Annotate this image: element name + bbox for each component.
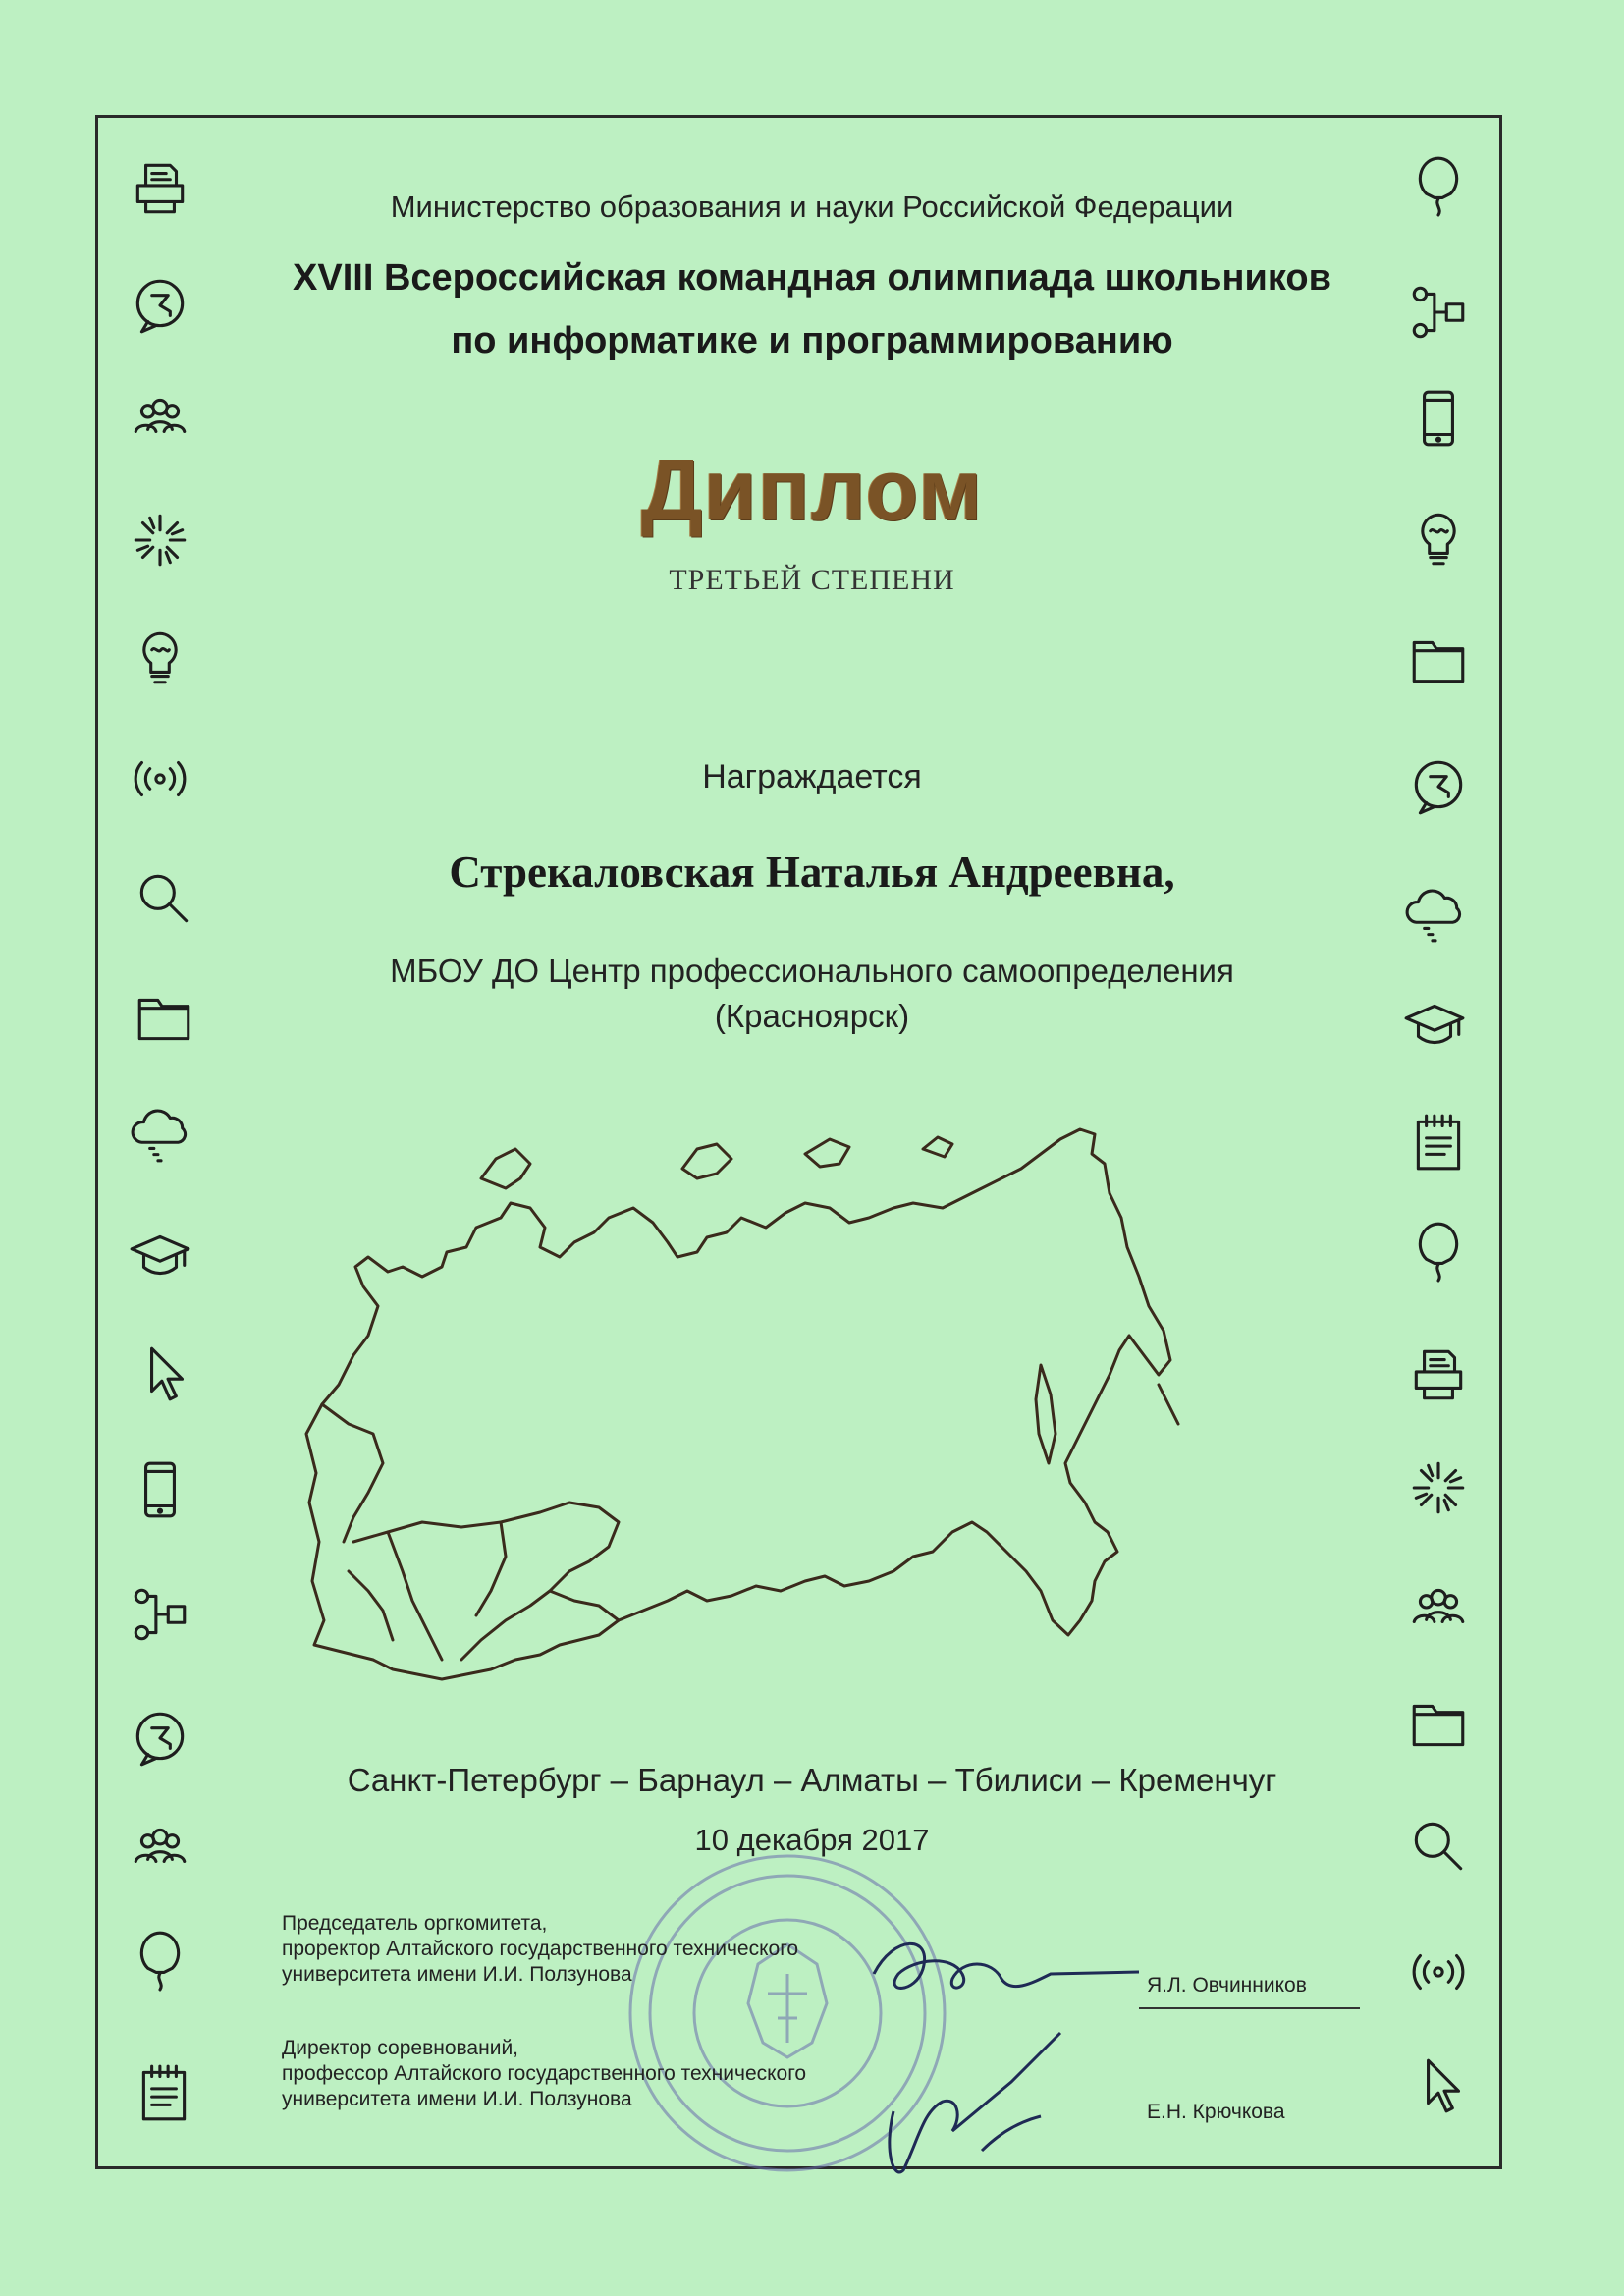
network-icon — [128, 1582, 192, 1647]
folder-icon — [1406, 1692, 1471, 1757]
signature-role-2-line2: профессор Алтайского государственного технического — [282, 2062, 807, 2085]
recipient-name: Стрекаловская Наталья Андреевна, — [449, 847, 1175, 897]
signature-role-2-line1: Директор соревнований, — [282, 2037, 519, 2059]
cloud-icon — [128, 1102, 192, 1167]
event-date: 10 декабря 2017 — [694, 1823, 930, 1857]
phone-icon — [128, 1457, 192, 1522]
folder-icon — [1406, 629, 1471, 693]
diploma-title: Диплом — [640, 441, 984, 538]
balloon-icon — [1406, 1218, 1471, 1283]
signatory-name-1: Я.Л. Овчинников — [1147, 1974, 1307, 1996]
signature-role-1 — [282, 1911, 798, 1988]
signature-role-1-line3: университета имени И.И. Ползунова — [282, 1963, 632, 1986]
organization-line2: (Красноярск) — [714, 998, 910, 1034]
cursor-icon — [134, 1340, 198, 1405]
graduation-cap-icon — [128, 1223, 192, 1287]
signature-role-1-line1: Председатель оргкомитета, — [282, 1912, 548, 1935]
signature-role-1-line2: проректор Алтайского государственного технического — [282, 1938, 799, 1960]
signatory-name-2: Е.Н. Крючкова — [1147, 2101, 1285, 2123]
ministry-heading: Министерство образования и науки Российской Федерации — [390, 190, 1234, 224]
broadcast-icon — [1406, 1940, 1471, 2004]
olympiad-title-line1: XVIII Всероссийская командная олимпиада школьников — [293, 257, 1331, 299]
organization-line1: МБОУ ДО Центр профессионального самоопределения — [390, 953, 1234, 989]
printer-icon — [1406, 1341, 1471, 1406]
notepad-icon — [132, 2060, 196, 2125]
olympiad-title-line2: по информатике и программированию — [451, 320, 1173, 361]
signature-role-2 — [282, 2036, 806, 2112]
balloon-icon — [128, 1927, 192, 1992]
group-icon — [1406, 1575, 1471, 1640]
lightbulb-icon — [128, 626, 192, 690]
handwritten-signature-2 — [864, 2023, 1090, 2190]
diploma-degree: ТРЕТЬЕЙ СТЕПЕНИ — [669, 564, 955, 596]
signature-role-2-line3: университета имени И.И. Ползунова — [282, 2088, 632, 2110]
signature-line — [1139, 2007, 1360, 2009]
awarded-label: Награждается — [702, 758, 922, 795]
russia-cis-map — [295, 1110, 1316, 1738]
host-cities: Санкт-Петербург – Барнаул – Алматы – Тбилиси – Кременчуг — [347, 1762, 1277, 1798]
burst-icon — [1406, 1455, 1471, 1520]
notepad-icon — [1406, 1110, 1471, 1175]
handwritten-signature-1 — [854, 1925, 1149, 2013]
cursor-icon — [1410, 2052, 1475, 2117]
